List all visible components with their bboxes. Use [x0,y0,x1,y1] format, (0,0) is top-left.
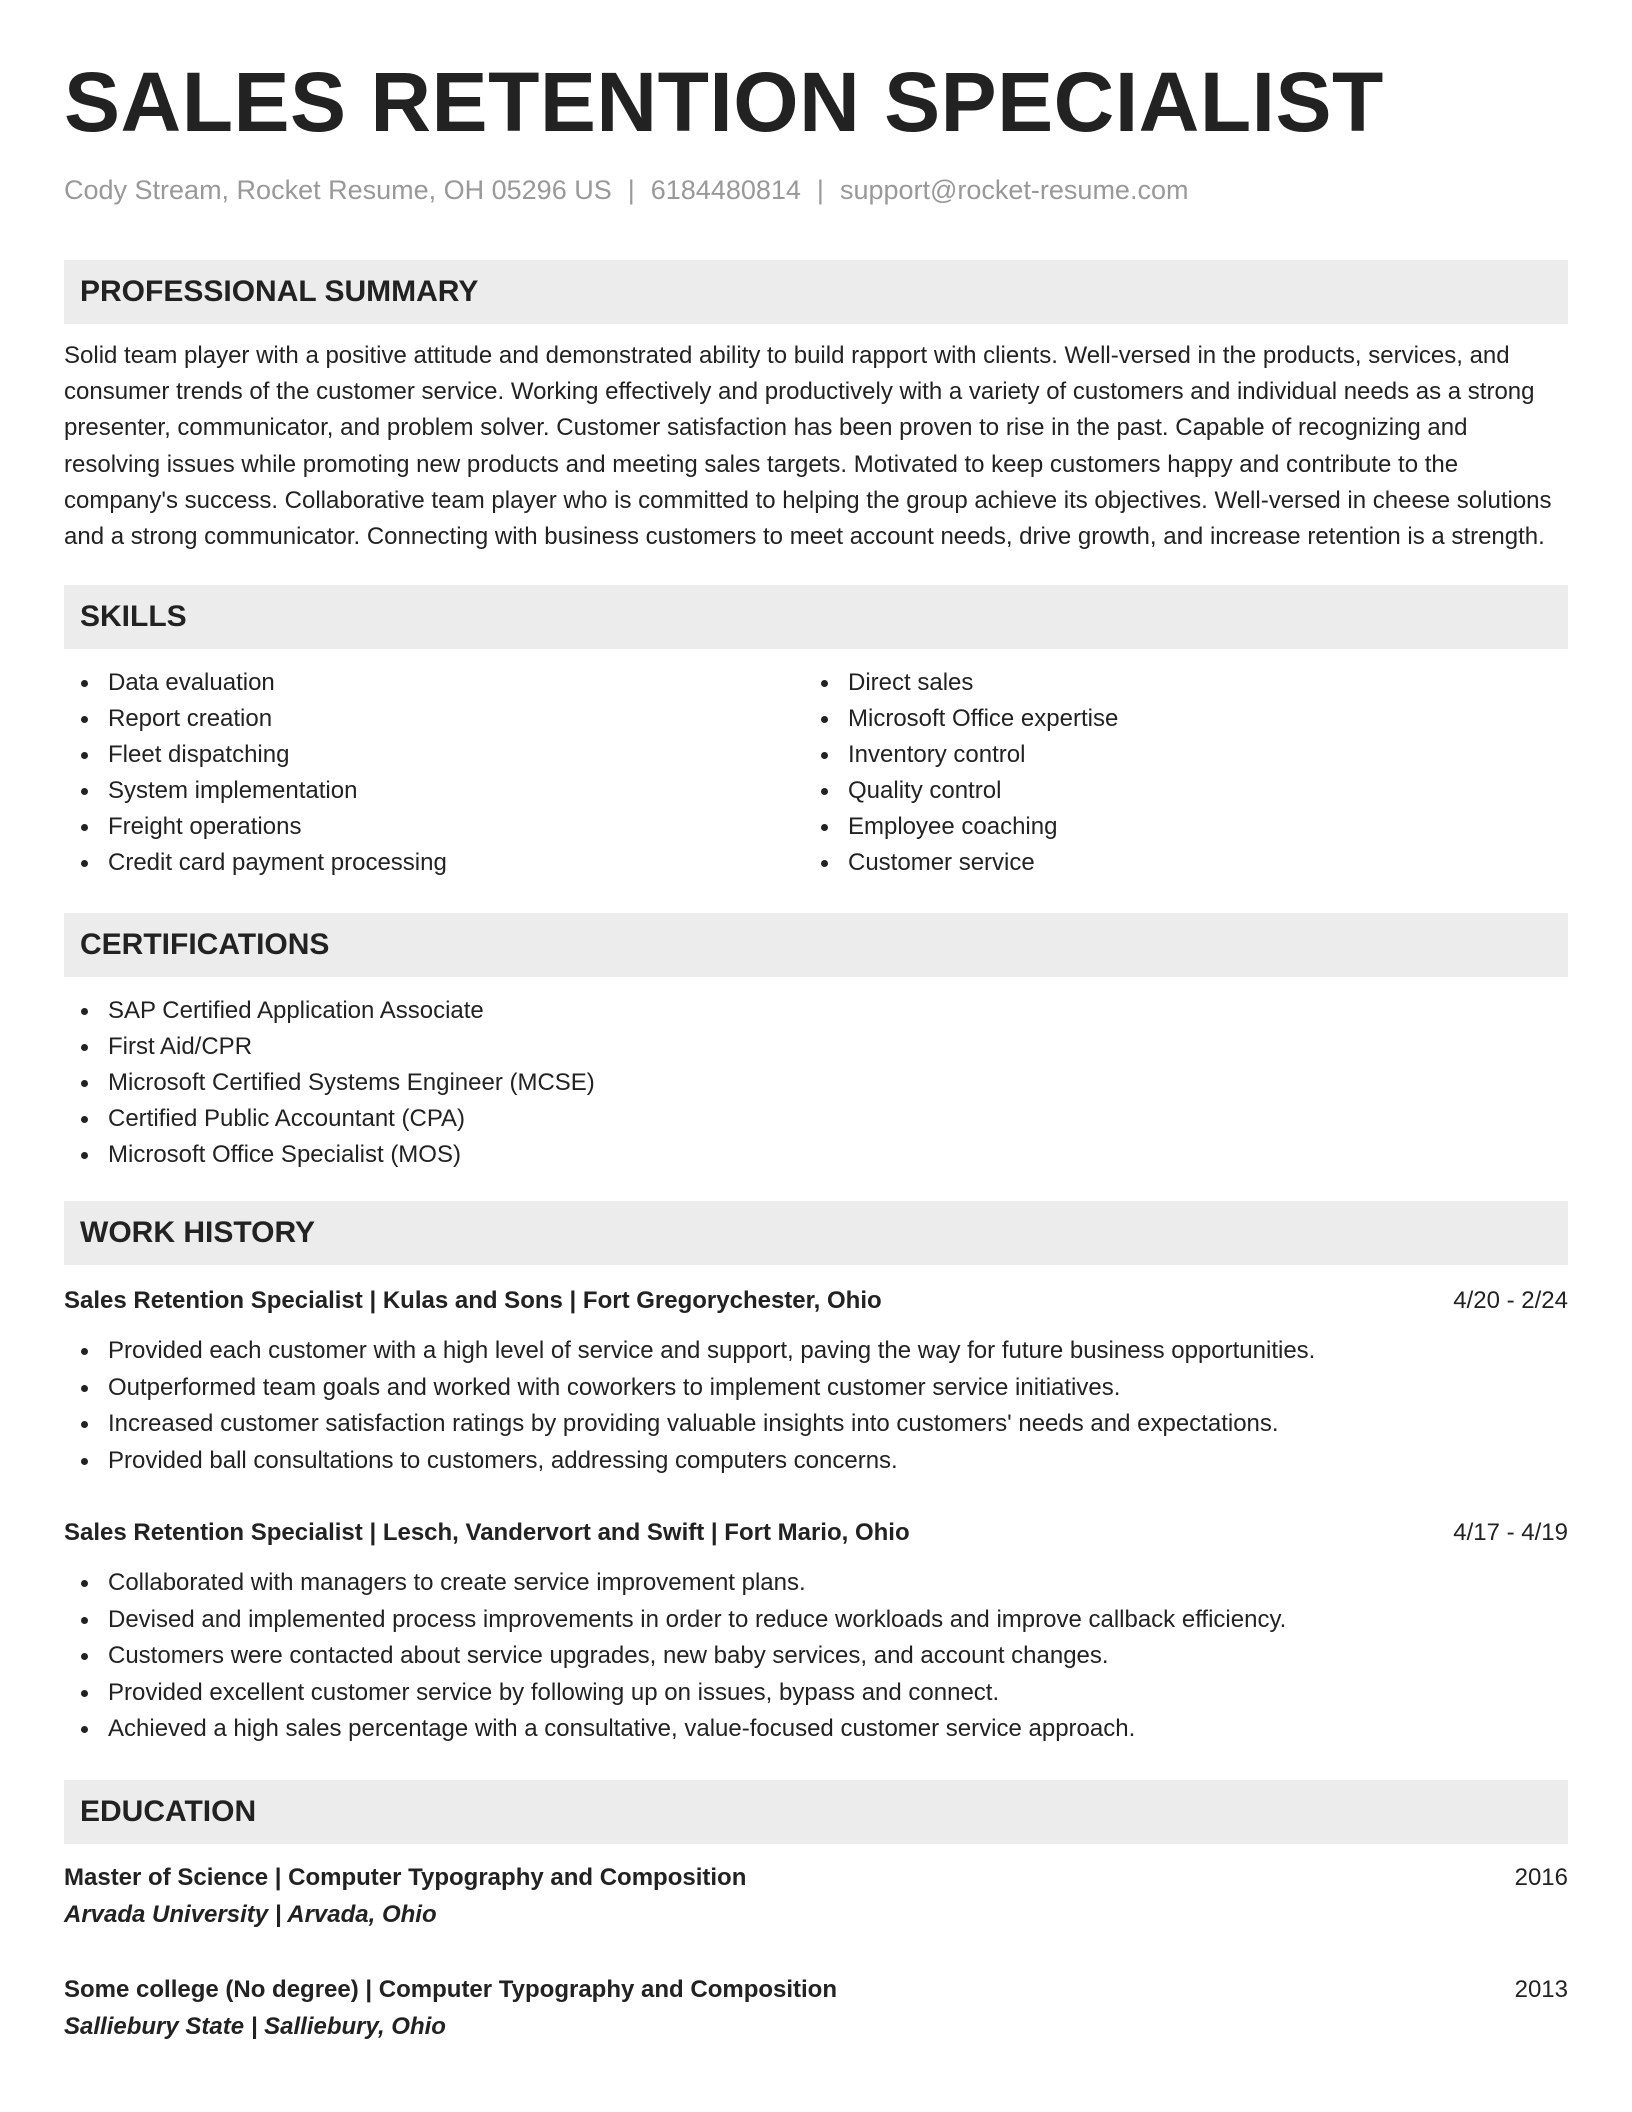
job-bullet: Increased customer satisfaction ratings by providing valuable insights into customers' needs and expectations. [64,1406,1568,1443]
skill-item: Freight operations [64,809,804,845]
contact-address: Cody Stream, Rocket Resume, OH 05296 US [64,175,612,205]
job-dates: 4/17 - 4/19 [1453,1519,1568,1547]
skills-column-right [804,665,1544,881]
skill-item: System implementation [64,773,804,809]
skill-item: Microsoft Office expertise [804,701,1544,737]
job-bullets [64,1333,1568,1479]
skills-column-left [64,665,804,881]
education-year: 2016 [1514,1863,1568,1891]
education-institution: Arvada University | Arvada, Ohio [64,1900,437,1928]
contact-phone: 6184480814 [650,175,801,205]
education-degree: Master of Science | Computer Typography and Composition [64,1863,747,1891]
contact-separator: | [816,175,824,205]
education-year: 2013 [1514,1975,1568,2003]
skill-item: Data evaluation [64,665,804,701]
job-bullet: Devised and implemented process improvements in order to reduce workloads and improve callback efficiency. [64,1602,1568,1639]
job-bullet: Collaborated with managers to create service improvement plans. [64,1565,1568,1602]
job-header [64,1283,1568,1319]
job-bullet: Provided each customer with a high level of service and support, paving the way for future business opportunities. [64,1333,1568,1370]
job-bullet: Outperformed team goals and worked with coworkers to implement customer service initiatives. [64,1370,1568,1407]
certification-item: Microsoft Certified Systems Engineer (MCSE) [64,1065,1568,1101]
job-dates: 4/20 - 2/24 [1453,1287,1568,1315]
contact-separator: | [627,175,635,205]
job-bullet: Provided excellent customer service by following up on issues, bypass and connect. [64,1675,1568,1712]
job-entry [64,1283,1568,1479]
job-title: Sales Retention Specialist | Kulas and Sons | Fort Gregorychester, Ohio [64,1287,882,1315]
job-title: Sales Retention Specialist | Lesch, Vandervort and Swift | Fort Mario, Ohio [64,1519,910,1547]
education-header [64,1972,1568,2008]
certifications-list [64,993,1568,1173]
certification-item: Certified Public Accountant (CPA) [64,1101,1568,1137]
skill-item: Employee coaching [804,809,1544,845]
certification-item: First Aid/CPR [64,1029,1568,1065]
section-heading-skills: SKILLS [64,585,1568,649]
section-heading-work-history: WORK HISTORY [64,1201,1568,1265]
skill-item: Customer service [804,845,1544,881]
education-entry [64,1860,1568,1934]
job-bullet: Achieved a high sales percentage with a consultative, value-focused customer service approach. [64,1711,1568,1748]
contact-line [64,172,1568,208]
job-bullet: Provided ball consultations to customers, addressing computers concerns. [64,1443,1568,1480]
education-header [64,1860,1568,1896]
skills-list-left [64,665,804,881]
skills-grid [64,665,1568,881]
contact-email: support@rocket-resume.com [839,175,1189,205]
section-heading-certifications: CERTIFICATIONS [64,913,1568,977]
candidate-title: SALES RETENTION SPECIALIST [64,55,1384,149]
job-bullets [64,1565,1568,1748]
job-entry [64,1515,1568,1748]
skill-item: Fleet dispatching [64,737,804,773]
certification-item: Microsoft Office Specialist (MOS) [64,1137,1568,1173]
job-bullet: Customers were contacted about service upgrades, new baby services, and account changes. [64,1638,1568,1675]
skill-item: Report creation [64,701,804,737]
skill-item: Quality control [804,773,1544,809]
education-degree: Some college (No degree) | Computer Typography and Composition [64,1975,838,2003]
section-heading-summary: PROFESSIONAL SUMMARY [64,260,1568,324]
skill-item: Inventory control [804,737,1544,773]
job-header [64,1515,1568,1551]
certification-item: SAP Certified Application Associate [64,993,1568,1029]
skills-list-right [804,665,1544,881]
skill-item: Credit card payment processing [64,845,804,881]
education-institution: Salliebury State | Salliebury, Ohio [64,2012,446,2040]
skill-item: Direct sales [804,665,1544,701]
section-heading-education: EDUCATION [64,1780,1568,1844]
education-entry [64,1972,1568,2046]
summary-text: Solid team player with a positive attitude and demonstrated ability to build rapport with clients. Well-versed in the products, services, and consumer trends of the customer service. Working effectively and productively with a variety of customers and individual needs as a strong presenter, communicator, and problem solver. Customer satisfaction has been proven to rise in the past. Capable of recognizing and resolving issues while promoting new products and meeting sales targets. Motivated to keep customers happy and contribute to the company's success. Collaborative team player who is committed to helping the group achieve its objectives. Well-versed in cheese solutions and a strong communicator. Connecting with business customers to meet account needs, drive growth, and increase retention is a strength. [64,342,1552,551]
